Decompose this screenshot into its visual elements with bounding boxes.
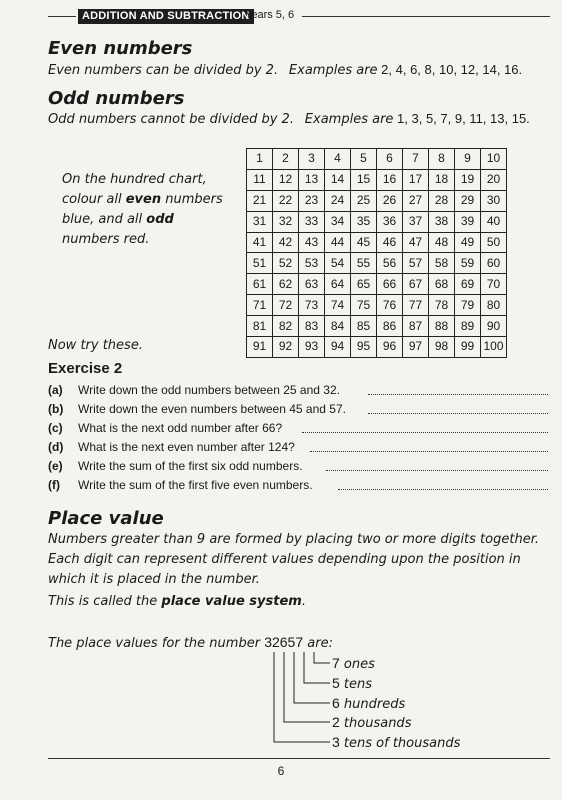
hundred-chart-cell: 8 [429, 149, 455, 170]
hundred-chart-cell: 60 [481, 253, 507, 274]
hundred-chart-cell: 12 [273, 169, 299, 190]
hundred-chart-cell: 67 [403, 274, 429, 295]
place-value-word: tens [339, 677, 373, 692]
question-text: What is the next even number after 124? [78, 440, 295, 454]
even-definition: Even numbers can be divided by 2. Examples are 2, 4, 6, 8, 10, 12, 14, 16. [48, 62, 523, 78]
hundred-chart-cell: 24 [325, 190, 351, 211]
hundred-chart-cell: 75 [351, 295, 377, 316]
hundred-chart-cell: 92 [273, 337, 299, 358]
hundred-chart-cell: 80 [481, 295, 507, 316]
hundred-chart-cell: 94 [325, 337, 351, 358]
place-value-word: thousands [339, 716, 412, 731]
hundred-chart-cell: 48 [429, 232, 455, 253]
page-number: 6 [277, 764, 285, 778]
hundred-chart-cell: 56 [377, 253, 403, 274]
question-label: (a) [48, 383, 63, 397]
hundred-chart-cell: 13 [299, 169, 325, 190]
hundred-chart-cell: 53 [299, 253, 325, 274]
hundred-chart-cell: 22 [273, 190, 299, 211]
hundred-chart-cell: 23 [299, 190, 325, 211]
hundred-chart-cell: 47 [403, 232, 429, 253]
place-value-item [332, 734, 460, 751]
now-try-text: Now try these. [48, 338, 143, 353]
hundred-chart-cell: 86 [377, 316, 403, 337]
hundred-chart-cell: 9 [455, 149, 481, 170]
hundred-chart-cell: 64 [325, 274, 351, 295]
place-value-item [332, 714, 411, 731]
hundred-chart-cell: 44 [325, 232, 351, 253]
hundred-chart-cell: 97 [403, 337, 429, 358]
hundred-chart-cell: 99 [455, 337, 481, 358]
hundred-chart-cell: 95 [351, 337, 377, 358]
place-value-heading: Place value [48, 508, 164, 529]
even-heading: Even numbers [48, 38, 193, 59]
hundred-chart-cell: 78 [429, 295, 455, 316]
hundred-chart-cell: 96 [377, 337, 403, 358]
hundred-chart-cell: 93 [299, 337, 325, 358]
place-value-digit: 7 [332, 655, 340, 671]
header-years: Years 5, 6 [245, 9, 295, 21]
hundred-chart-cell: 42 [273, 232, 299, 253]
hundred-chart-cell: 87 [403, 316, 429, 337]
place-value-digit: 2 [332, 714, 340, 730]
question-text: Write down the odd numbers between 25 and 32. [78, 383, 340, 397]
question-label: (c) [48, 421, 63, 435]
question-text: Write the sum of the first six odd numbers. [78, 459, 303, 473]
hundred-chart-cell: 50 [481, 232, 507, 253]
place-value-word: ones [339, 657, 375, 672]
hundred-chart-cell: 59 [455, 253, 481, 274]
question-text: Write the sum of the first five even numbers. [78, 478, 313, 492]
hundred-chart-cell: 32 [273, 211, 299, 232]
hundred-chart-cell: 30 [481, 190, 507, 211]
hundred-chart-cell: 69 [455, 274, 481, 295]
hundred-chart-cell: 20 [481, 169, 507, 190]
hundred-chart-cell: 6 [377, 149, 403, 170]
hundred-chart-cell: 36 [377, 211, 403, 232]
hundred-chart-cell: 70 [481, 274, 507, 295]
hundred-chart-cell: 66 [377, 274, 403, 295]
hundred-chart-cell: 25 [351, 190, 377, 211]
hundred-chart-cell: 46 [377, 232, 403, 253]
question-text: Write down the even numbers between 45 and 57. [78, 402, 346, 416]
hundred-chart-cell: 83 [299, 316, 325, 337]
hundred-chart-cell: 61 [247, 274, 273, 295]
hundred-chart-cell: 85 [351, 316, 377, 337]
hundred-chart-cell: 49 [455, 232, 481, 253]
hundred-chart-cell: 84 [325, 316, 351, 337]
hundred-chart-cell: 89 [455, 316, 481, 337]
hundred-chart-cell: 57 [403, 253, 429, 274]
place-value-word: tens of thousands [339, 736, 461, 751]
exercise-title: Exercise 2 [48, 360, 123, 377]
hundred-chart-cell: 51 [247, 253, 273, 274]
place-value-item [332, 695, 405, 712]
hundred-chart-cell: 54 [325, 253, 351, 274]
question-label: (f) [48, 478, 60, 492]
hundred-chart-cell: 52 [273, 253, 299, 274]
hundred-chart-cell: 19 [455, 169, 481, 190]
hundred-chart-cell: 45 [351, 232, 377, 253]
hundred-chart-cell: 58 [429, 253, 455, 274]
hundred-chart-cell: 90 [481, 316, 507, 337]
hundred-chart-cell: 10 [481, 149, 507, 170]
hundred-chart-cell: 27 [403, 190, 429, 211]
hundred-chart-cell: 38 [429, 211, 455, 232]
hundred-chart-cell: 100 [481, 337, 507, 358]
hundred-chart-cell: 37 [403, 211, 429, 232]
hundred-chart-cell: 4 [325, 149, 351, 170]
question-label: (b) [48, 402, 64, 416]
place-value-item [332, 655, 375, 672]
question-label: (d) [48, 440, 64, 454]
hundred-chart-cell: 7 [403, 149, 429, 170]
hundred-chart-cell: 15 [351, 169, 377, 190]
hundred-chart-cell: 34 [325, 211, 351, 232]
hundred-chart-cell: 18 [429, 169, 455, 190]
hundred-chart-cell: 74 [325, 295, 351, 316]
hundred-chart-cell: 39 [455, 211, 481, 232]
hundred-chart-cell: 43 [299, 232, 325, 253]
place-value-digit: 6 [332, 695, 340, 711]
hundred-chart-cell: 77 [403, 295, 429, 316]
place-value-digit: 5 [332, 675, 340, 691]
place-value-number: 32657 [264, 634, 304, 650]
hundred-chart-cell: 76 [377, 295, 403, 316]
hundred-chart-cell: 68 [429, 274, 455, 295]
hundred-chart-cell: 3 [299, 149, 325, 170]
header-tag: ADDITION AND SUBTRACTION [78, 9, 254, 24]
question-label: (e) [48, 459, 63, 473]
hundred-chart-cell: 14 [325, 169, 351, 190]
footer-rule [48, 758, 550, 759]
hundred-chart-cell: 98 [429, 337, 455, 358]
hundred-chart-cell: 33 [299, 211, 325, 232]
hundred-chart-cell: 79 [455, 295, 481, 316]
hundred-chart-cell: 31 [247, 211, 273, 232]
hundred-chart-cell: 29 [455, 190, 481, 211]
hundred-chart-cell: 5 [351, 149, 377, 170]
hundred-chart-cell: 63 [299, 274, 325, 295]
hundred-chart-cell: 82 [273, 316, 299, 337]
hundred-chart-cell: 65 [351, 274, 377, 295]
hundred-chart-cell: 2 [273, 149, 299, 170]
hundred-chart-cell: 1 [247, 149, 273, 170]
place-value-intro: The place values for the number 32657 are: [48, 634, 333, 651]
hundred-chart-cell: 40 [481, 211, 507, 232]
hundred-chart-cell: 81 [247, 316, 273, 337]
hundred-chart-cell: 73 [299, 295, 325, 316]
hundred-chart-cell: 62 [273, 274, 299, 295]
hundred-chart-cell: 26 [377, 190, 403, 211]
hundred-chart-cell: 41 [247, 232, 273, 253]
question-text: What is the next odd number after 66? [78, 421, 283, 435]
hundred-chart-cell: 21 [247, 190, 273, 211]
hundred-chart-cell: 35 [351, 211, 377, 232]
hundred-chart-cell: 11 [247, 169, 273, 190]
hundred-chart-cell: 72 [273, 295, 299, 316]
chart-instruction: On the hundred chart, colour all even numbers blue, and all odd numbers red. [62, 172, 223, 247]
hundred-chart-cell: 88 [429, 316, 455, 337]
place-value-item [332, 675, 372, 692]
odd-definition: Odd numbers cannot be divided by 2. Examples are 1, 3, 5, 7, 9, 11, 13, 15. [48, 111, 530, 127]
hundred-chart-cell: 55 [351, 253, 377, 274]
hundred-chart-cell: 16 [377, 169, 403, 190]
hundred-chart-cell: 28 [429, 190, 455, 211]
hundred-chart-cell: 17 [403, 169, 429, 190]
place-value-digit: 3 [332, 734, 340, 750]
hundred-chart-cell: 71 [247, 295, 273, 316]
place-value-system-text: This is called the place value system. [48, 594, 306, 609]
hundred-chart-cell: 91 [247, 337, 273, 358]
odd-heading: Odd numbers [48, 88, 185, 109]
place-value-word: hundreds [339, 697, 406, 712]
place-value-description: Numbers greater than 9 are formed by placing two or more digits together. Each digit can represent different values depending upon the position in which it is placed in the number. [48, 532, 539, 587]
